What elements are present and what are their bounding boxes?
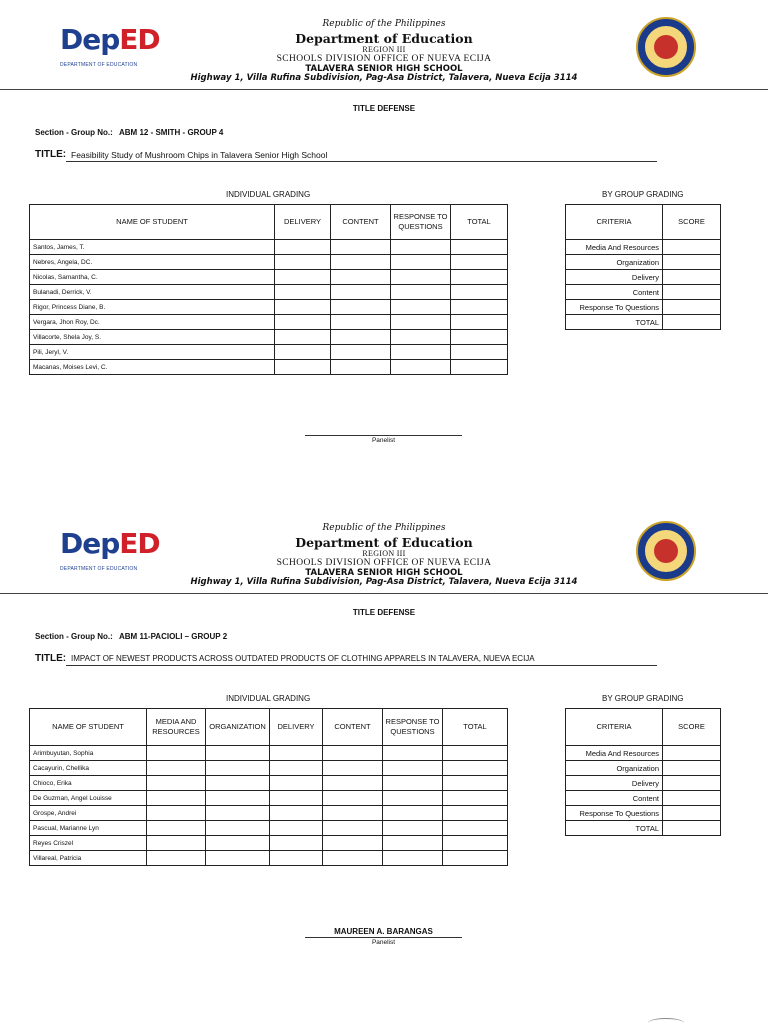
column-header: NAME OF STUDENT bbox=[30, 205, 275, 240]
criteria-label: Response To Questions bbox=[566, 806, 663, 821]
individual-grading-table bbox=[29, 204, 508, 375]
table-row bbox=[30, 746, 508, 761]
column-header: CONTENT bbox=[323, 709, 383, 746]
division-line: SCHOOLS DIVISION OFFICE OF NUEVA ECIJA bbox=[276, 558, 492, 568]
table-header-row bbox=[566, 709, 721, 746]
score-cell[interactable] bbox=[275, 315, 331, 330]
score-cell[interactable] bbox=[270, 791, 323, 806]
table-header-row bbox=[566, 205, 721, 240]
column-header: MEDIA AND RESOURCES bbox=[147, 709, 206, 746]
column-header: CRITERIA bbox=[566, 709, 663, 746]
column-header: ORGANIZATION bbox=[206, 709, 270, 746]
score-cell[interactable] bbox=[663, 761, 721, 776]
logo-subtext: DEPARTMENT OF EDUCATION bbox=[60, 62, 138, 68]
column-header: TOTAL bbox=[451, 205, 508, 240]
column-header: CRITERIA bbox=[566, 205, 663, 240]
column-header: RESPONSE TO QUESTIONS bbox=[383, 709, 443, 746]
criteria-row bbox=[566, 761, 721, 776]
score-cell[interactable] bbox=[451, 315, 508, 330]
score-cell[interactable] bbox=[323, 761, 383, 776]
score-cell[interactable] bbox=[147, 761, 206, 776]
score-cell[interactable] bbox=[331, 345, 391, 360]
score-cell[interactable] bbox=[451, 255, 508, 270]
score-cell[interactable] bbox=[147, 836, 206, 851]
score-cell[interactable] bbox=[270, 746, 323, 761]
score-cell[interactable] bbox=[451, 240, 508, 255]
score-cell[interactable] bbox=[443, 761, 508, 776]
table-row bbox=[30, 300, 508, 315]
score-cell[interactable] bbox=[270, 776, 323, 791]
score-cell[interactable] bbox=[391, 285, 451, 300]
score-cell[interactable] bbox=[206, 791, 270, 806]
form-heading: TITLE DEFENSE bbox=[352, 608, 416, 617]
score-cell[interactable] bbox=[391, 255, 451, 270]
score-cell[interactable] bbox=[147, 851, 206, 866]
student-name: De Guzman, Angel Louisse bbox=[30, 791, 147, 806]
criteria-label: Media And Resources bbox=[566, 746, 663, 761]
panelist-signature-line bbox=[305, 435, 462, 436]
title-value: IMPACT OF NEWEST PRODUCTS ACROSS OUTDATED PRODUCTS OF CLOTHING APPARELS IN TALAVERA, NUEVA ECIJA bbox=[71, 654, 535, 663]
column-header: TOTAL bbox=[443, 709, 508, 746]
table-row bbox=[30, 360, 508, 375]
criteria-row bbox=[566, 806, 721, 821]
score-cell[interactable] bbox=[147, 776, 206, 791]
table-row bbox=[30, 806, 508, 821]
column-header: SCORE bbox=[663, 205, 721, 240]
logo-text-dep: Dep bbox=[60, 23, 120, 56]
score-cell[interactable] bbox=[270, 836, 323, 851]
score-cell[interactable] bbox=[443, 806, 508, 821]
criteria-label: Delivery bbox=[566, 270, 663, 285]
score-cell[interactable] bbox=[275, 255, 331, 270]
logo-text-dep: Dep bbox=[60, 527, 120, 560]
score-cell[interactable] bbox=[451, 270, 508, 285]
score-cell[interactable] bbox=[391, 270, 451, 285]
criteria-label: Content bbox=[566, 791, 663, 806]
score-cell[interactable] bbox=[663, 315, 721, 330]
score-cell[interactable] bbox=[451, 330, 508, 345]
table-header-row bbox=[30, 205, 508, 240]
group-grading-caption: BY GROUP GRADING bbox=[602, 694, 684, 703]
panelist-signature-line bbox=[305, 937, 462, 938]
score-cell[interactable] bbox=[663, 270, 721, 285]
table-row bbox=[30, 345, 508, 360]
score-cell[interactable] bbox=[323, 836, 383, 851]
score-cell[interactable] bbox=[206, 746, 270, 761]
criteria-label: Response To Questions bbox=[566, 300, 663, 315]
score-cell[interactable] bbox=[206, 806, 270, 821]
criteria-label: Media And Resources bbox=[566, 240, 663, 255]
student-name: Nebres, Angela, DC. bbox=[30, 255, 275, 270]
column-header: DELIVERY bbox=[270, 709, 323, 746]
group-grading-table bbox=[565, 708, 721, 836]
student-name: Rigor, Princess Diane, B. bbox=[30, 300, 275, 315]
score-cell[interactable] bbox=[391, 360, 451, 375]
school-name: TALAVERA SENIOR HIGH SCHOOL bbox=[305, 64, 463, 74]
score-cell[interactable] bbox=[331, 360, 391, 375]
student-name: Pascual, Marianne Lyn bbox=[30, 821, 147, 836]
student-name: Nicolas, Samantha, C. bbox=[30, 270, 275, 285]
score-cell[interactable] bbox=[331, 285, 391, 300]
score-cell[interactable] bbox=[323, 776, 383, 791]
student-name: Reyes Criszel bbox=[30, 836, 147, 851]
score-cell[interactable] bbox=[383, 821, 443, 836]
department-name: Department of Education bbox=[295, 535, 473, 550]
score-cell[interactable] bbox=[275, 330, 331, 345]
student-name: Grospe, Andrei bbox=[30, 806, 147, 821]
score-cell[interactable] bbox=[663, 776, 721, 791]
form-heading: TITLE DEFENSE bbox=[352, 104, 416, 113]
criteria-row bbox=[566, 821, 721, 836]
student-name: Villacorte, Shela Joy, S. bbox=[30, 330, 275, 345]
score-cell[interactable] bbox=[383, 791, 443, 806]
criteria-row bbox=[566, 240, 721, 255]
score-cell[interactable] bbox=[206, 836, 270, 851]
score-cell[interactable] bbox=[383, 836, 443, 851]
school-address: Highway 1, Villa Rufina Subdivision, Pag-Asa District, Talavera, Nueva Ecija 3114 bbox=[190, 577, 578, 587]
score-cell[interactable] bbox=[443, 836, 508, 851]
criteria-row bbox=[566, 285, 721, 300]
score-cell[interactable] bbox=[275, 240, 331, 255]
section-label: Section - Group No.: bbox=[35, 128, 113, 137]
column-header: RESPONSE TO QUESTIONS bbox=[391, 205, 451, 240]
panelist-label: Panelist bbox=[371, 939, 396, 946]
score-cell[interactable] bbox=[323, 851, 383, 866]
score-cell[interactable] bbox=[331, 270, 391, 285]
title-field bbox=[66, 655, 657, 666]
score-cell[interactable] bbox=[451, 285, 508, 300]
criteria-row bbox=[566, 315, 721, 330]
score-cell[interactable] bbox=[663, 806, 721, 821]
page-edge-seal-icon bbox=[648, 1018, 684, 1024]
logo-text-ed: ED bbox=[119, 23, 160, 56]
score-cell[interactable] bbox=[383, 851, 443, 866]
score-cell[interactable] bbox=[275, 345, 331, 360]
criteria-label: Organization bbox=[566, 255, 663, 270]
table-row bbox=[30, 255, 508, 270]
student-name: Macanas, Moises Levi, C. bbox=[30, 360, 275, 375]
score-cell[interactable] bbox=[391, 330, 451, 345]
score-cell[interactable] bbox=[331, 240, 391, 255]
section-value: ABM 12 - SMITH - GROUP 4 bbox=[119, 128, 224, 137]
score-cell[interactable] bbox=[206, 776, 270, 791]
table-row bbox=[30, 761, 508, 776]
score-cell[interactable] bbox=[323, 746, 383, 761]
group-grading-caption: BY GROUP GRADING bbox=[602, 190, 684, 199]
table-row bbox=[30, 836, 508, 851]
panelist-name: MAUREEN A. BARANGAS bbox=[334, 927, 433, 936]
student-name: Villareal, Patricia bbox=[30, 851, 147, 866]
score-cell[interactable] bbox=[383, 761, 443, 776]
criteria-row bbox=[566, 255, 721, 270]
score-cell[interactable] bbox=[323, 806, 383, 821]
student-name: Santos, James, T. bbox=[30, 240, 275, 255]
score-cell[interactable] bbox=[391, 345, 451, 360]
logo-text-ed: ED bbox=[119, 527, 160, 560]
score-cell[interactable] bbox=[275, 300, 331, 315]
score-cell[interactable] bbox=[663, 300, 721, 315]
region-line: REGION III bbox=[362, 45, 406, 54]
score-cell[interactable] bbox=[663, 255, 721, 270]
criteria-row bbox=[566, 746, 721, 761]
region-line: REGION III bbox=[362, 549, 406, 558]
criteria-row bbox=[566, 791, 721, 806]
score-cell[interactable] bbox=[383, 776, 443, 791]
score-cell[interactable] bbox=[147, 791, 206, 806]
score-cell[interactable] bbox=[443, 776, 508, 791]
criteria-label: TOTAL bbox=[566, 821, 663, 836]
table-row bbox=[30, 270, 508, 285]
score-cell[interactable] bbox=[323, 791, 383, 806]
table-row bbox=[30, 776, 508, 791]
score-cell[interactable] bbox=[147, 806, 206, 821]
score-cell[interactable] bbox=[383, 746, 443, 761]
title-value: Feasibility Study of Mushroom Chips in Talavera Senior High School bbox=[71, 150, 328, 160]
score-cell[interactable] bbox=[663, 821, 721, 836]
section-label: Section - Group No.: bbox=[35, 632, 113, 641]
table-row bbox=[30, 315, 508, 330]
score-cell[interactable] bbox=[443, 791, 508, 806]
department-name: Department of Education bbox=[295, 31, 473, 46]
student-name: Vergara, Jhon Roy, Dc. bbox=[30, 315, 275, 330]
header-divider bbox=[0, 89, 768, 90]
score-cell[interactable] bbox=[275, 285, 331, 300]
table-header-row bbox=[30, 709, 508, 746]
score-cell[interactable] bbox=[443, 821, 508, 836]
score-cell[interactable] bbox=[331, 255, 391, 270]
column-header: SCORE bbox=[663, 709, 721, 746]
score-cell[interactable] bbox=[663, 240, 721, 255]
score-cell[interactable] bbox=[275, 270, 331, 285]
score-cell[interactable] bbox=[451, 360, 508, 375]
table-row bbox=[30, 821, 508, 836]
score-cell[interactable] bbox=[270, 806, 323, 821]
group-grading-table bbox=[565, 204, 721, 330]
individual-grading-table bbox=[29, 708, 508, 866]
individual-grading-caption: INDIVIDUAL GRADING bbox=[226, 694, 311, 703]
score-cell[interactable] bbox=[391, 300, 451, 315]
column-header: DELIVERY bbox=[275, 205, 331, 240]
score-cell[interactable] bbox=[206, 761, 270, 776]
title-label: TITLE: bbox=[35, 653, 67, 664]
division-line: SCHOOLS DIVISION OFFICE OF NUEVA ECIJA bbox=[276, 54, 492, 64]
student-name: Bulanadi, Derrick, V. bbox=[30, 285, 275, 300]
score-cell[interactable] bbox=[663, 791, 721, 806]
score-cell[interactable] bbox=[663, 285, 721, 300]
table-row bbox=[30, 851, 508, 866]
grading-sheet-2 bbox=[0, 504, 768, 1004]
student-name: Chioco, Erika bbox=[30, 776, 147, 791]
criteria-row bbox=[566, 270, 721, 285]
student-name: Arimbuyutan, Sophia bbox=[30, 746, 147, 761]
criteria-label: TOTAL bbox=[566, 315, 663, 330]
student-name: Pili, Jeryl, V. bbox=[30, 345, 275, 360]
score-cell[interactable] bbox=[206, 821, 270, 836]
criteria-label: Organization bbox=[566, 761, 663, 776]
score-cell[interactable] bbox=[391, 240, 451, 255]
score-cell[interactable] bbox=[331, 300, 391, 315]
score-cell[interactable] bbox=[391, 315, 451, 330]
score-cell[interactable] bbox=[331, 330, 391, 345]
score-cell[interactable] bbox=[275, 360, 331, 375]
logo-subtext: DEPARTMENT OF EDUCATION bbox=[60, 566, 138, 572]
column-header: CONTENT bbox=[331, 205, 391, 240]
criteria-row bbox=[566, 300, 721, 315]
score-cell[interactable] bbox=[270, 851, 323, 866]
criteria-label: Delivery bbox=[566, 776, 663, 791]
table-row bbox=[30, 240, 508, 255]
title-field bbox=[66, 151, 657, 162]
score-cell[interactable] bbox=[443, 746, 508, 761]
title-label: TITLE: bbox=[35, 149, 67, 160]
school-seal-icon bbox=[636, 521, 696, 581]
school-name: TALAVERA SENIOR HIGH SCHOOL bbox=[305, 568, 463, 578]
individual-grading-caption: INDIVIDUAL GRADING bbox=[226, 190, 311, 199]
score-cell[interactable] bbox=[331, 315, 391, 330]
score-cell[interactable] bbox=[270, 761, 323, 776]
criteria-label: Content bbox=[566, 285, 663, 300]
score-cell[interactable] bbox=[147, 821, 206, 836]
criteria-row bbox=[566, 776, 721, 791]
score-cell[interactable] bbox=[206, 851, 270, 866]
score-cell[interactable] bbox=[663, 746, 721, 761]
table-row bbox=[30, 285, 508, 300]
score-cell[interactable] bbox=[383, 806, 443, 821]
republic-line: Republic of the Philippines bbox=[322, 19, 446, 29]
column-header: NAME OF STUDENT bbox=[30, 709, 147, 746]
section-value: ABM 11-PACIOLI – GROUP 2 bbox=[119, 632, 228, 641]
header-divider bbox=[0, 593, 768, 594]
grading-sheet-1 bbox=[0, 0, 768, 500]
table-row bbox=[30, 791, 508, 806]
republic-line: Republic of the Philippines bbox=[322, 523, 446, 533]
score-cell[interactable] bbox=[451, 300, 508, 315]
table-row bbox=[30, 330, 508, 345]
score-cell[interactable] bbox=[451, 345, 508, 360]
school-address: Highway 1, Villa Rufina Subdivision, Pag-Asa District, Talavera, Nueva Ecija 3114 bbox=[190, 73, 578, 83]
panelist-label: Panelist bbox=[371, 437, 396, 444]
score-cell[interactable] bbox=[270, 821, 323, 836]
score-cell[interactable] bbox=[323, 821, 383, 836]
student-name: Cacayurin, Chellika bbox=[30, 761, 147, 776]
score-cell[interactable] bbox=[147, 746, 206, 761]
school-seal-icon bbox=[636, 17, 696, 77]
score-cell[interactable] bbox=[443, 851, 508, 866]
